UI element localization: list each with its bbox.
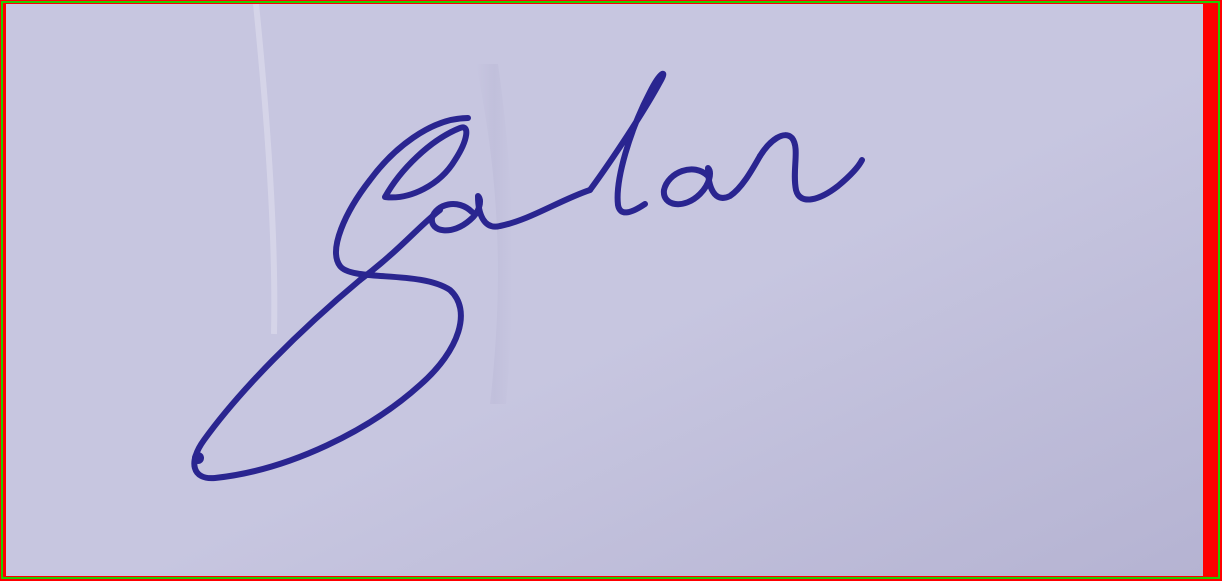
signature-stroke-l [590,74,663,213]
signature-stroke-s-inner [385,127,466,197]
ink-dot [192,452,204,464]
signature-stroke-a2 [664,156,760,204]
signature-stroke-s [194,118,468,478]
signature-stroke-connector [360,210,440,280]
signature-stroke-a1 [432,190,590,230]
signature-stroke-r [760,135,862,199]
